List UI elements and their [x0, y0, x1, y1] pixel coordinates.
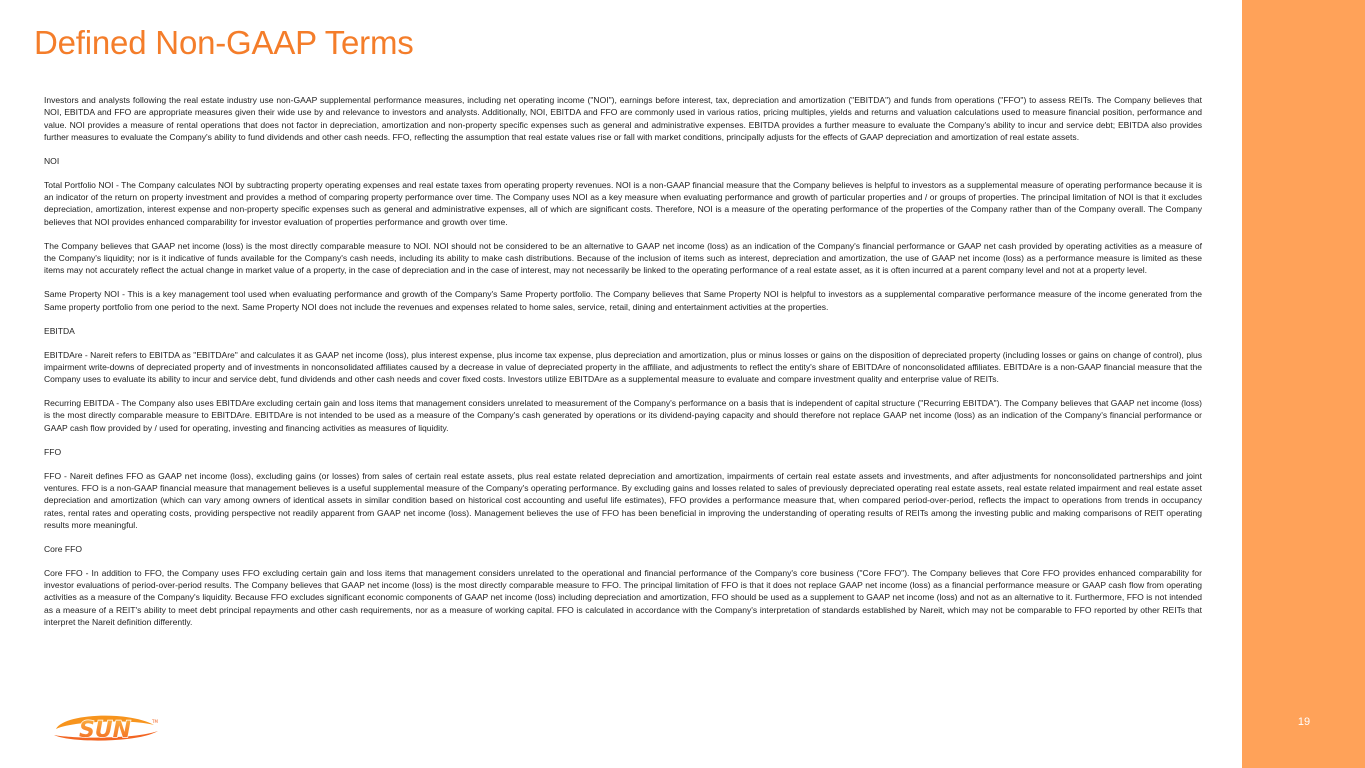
- ffo-paragraph: FFO - Nareit defines FFO as GAAP net income (loss), excluding gains (or losses) from sales of certain real estate assets, plus real estate related depreciation and amortization, impairments of certain real estate assets and investments, and after adjustments for nonconsolidated partnerships and joint ventures. FFO is a non-GAAP financial measure that management believes is a useful supplemental measure of the Company's operating performance. By excluding gains and losses related to sales of previously depreciated operating real estate assets, real estate related impairment and real estate asset depreciation and amortization (which can vary among owners of identical assets in similar condition based on historical cost accounting and useful life estimates), FFO provides a performance measure that, when compared period-over-period, reflects the impact to operations from trends in occupancy rates, rental rates and operating costs, providing perspective not readily apparent from GAAP net income (loss). Management believes the use of FFO has been beneficial in improving the understanding of operating results of REITs among the investing public and making comparisons of REIT operating results more meaningful.: [44, 470, 1202, 530]
- section-heading-core-ffo: Core FFO: [44, 543, 82, 554]
- total-portfolio-noi-paragraph: Total Portfolio NOI - The Company calculates NOI by subtracting property operating expenses and real estate taxes from operating property revenues. NOI is a non-GAAP financial measure that the Company believes is helpful to investors as a supplemental measure of operating performance because it is an indicator of the return on property investment and provides a method of comparing property performance over time. The Company uses NOI as a key measure when evaluating performance and growth of particular properties and / or groups of properties. The principal limitation of NOI is that it excludes depreciation, amortization, interest expense and non-property specific expenses such as general and administrative expenses, all of which are significant costs. Therefore, NOI is a measure of the operating performance of the properties of the Company rather than of the Company overall. The Company believes that NOI provides enhanced comparability for investor evaluation of properties performance and growth over time.: [44, 179, 1202, 227]
- recurring-ebitda-paragraph: Recurring EBITDA - The Company also uses EBITDAre excluding certain gain and loss items that management considers unrelated to measurement of the Company's performance on a basis that is independent of capital structure ("Recurring EBITDA"). The Company believes that GAAP net income (loss) is the most directly comparable measure to EBITDAre. EBITDAre is not intended to be used as a measure of the Company's cash generated by operations or its dividend-paying capacity and should therefore not replace GAAP net income (loss) as an indication of the Company's financial performance or GAAP cash flow provided by / used for operating, investing and financing activities as measures of liquidity.: [44, 398, 1202, 433]
- page-title: Defined Non-GAAP Terms: [34, 24, 414, 61]
- right-accent-band: [1242, 0, 1365, 768]
- ebitdare-paragraph: EBITDAre - Nareit refers to EBITDA as "EBITDAre" and calculates it as GAAP net income (loss), plus interest expense, plus income tax expense, plus depreciation and amortization, plus or minus losses or gains on the disposition of depreciated property (including losses or gains on change of control), plus impairment write-downs of depreciated property and of investments in nonconsolidated affiliates caused by a decrease in value of depreciated property in the affiliate, and adjustments to reflect the entity's share of EBITDAre of nonconsolidated affiliates. EBITDAre is a non-GAAP financial measure that the Company uses to evaluate its ability to incur and service debt, fund dividends and other cash needs and cover fixed costs. Investors utilize EBITDAre as a supplemental measure to evaluate and compare investment quality and enterprise value of REITs.: [44, 349, 1202, 385]
- body-text: [44, 94, 1202, 640]
- section-heading-ebitda: EBITDA: [44, 325, 75, 336]
- core-ffo-paragraph: Core FFO - In addition to FFO, the Company uses FFO excluding certain gain and loss items that management considers unrelated to the operational and financial performance of the Company's core business ("Core FFO"). The Company believes that Core FFO provides enhanced comparability for investor evaluations of period-over-period results. The Company believes that GAAP net income (loss) is the most directly comparable measure to FFO. The principal limitation of FFO is that it does not replace GAAP net income (loss) as a financial performance measure or GAAP cash flow from operating activities as a measure of the Company's liquidity. Because FFO excludes significant economic components of GAAP net income (loss) including depreciation and amortization, FFO should be used as a supplement to GAAP net income (loss) and not as an alternative to it. Furthermore, FFO is not intended as a measure of a REIT's ability to meet debt principal repayments and other cash requirements, nor as a measure of working capital. FFO is calculated in accordance with the Company's interpretation of standards established by Nareit, which may not be comparable to FFO reported by other REITs that interpret the Nareit definition differently.: [44, 567, 1202, 628]
- section-heading-ffo: FFO: [44, 446, 62, 457]
- section-heading-noi: NOI: [44, 155, 60, 166]
- sun-logo: [50, 709, 162, 745]
- noi-comparable-measure-paragraph: The Company believes that GAAP net income (loss) is the most directly comparable measure to NOI. NOI should not be considered to be an alternative to GAAP net income (loss) as an indication of the Company's financial performance or GAAP net cash provided by operating activities as a measure of the Company's liquidity; nor is it indicative of funds available for the Company's cash needs, including its ability to make cash distributions. Because of the inclusion of items such as interest, depreciation and amortization, the use of GAAP net income (loss) as a performance measure is limited as these items may not accurately reflect the actual change in market value of a property, in the case of depreciation and in the case of interest, may not necessarily be linked to the operating performance of a real estate asset, as it is often incurred at a parent company level and not at a property level.: [44, 240, 1202, 276]
- same-property-noi-paragraph: Same Property NOI - This is a key management tool used when evaluating performance and growth of the Company's Same Property portfolio. The Company believes that Same Property NOI is helpful to investors as a supplemental comparative performance measure of the income generated from the Same property portfolio from one period to the next. Same Property NOI does not include the revenues and expenses related to home sales, service, retail, dining and entertainment activities at the properties.: [44, 289, 1202, 312]
- page-number: 19: [1297, 716, 1311, 728]
- intro-paragraph: Investors and analysts following the real estate industry use non-GAAP supplemental performance measures, including net operating income ("NOI"), earnings before interest, tax, depreciation and amortization ("EBITDA") and funds from operations ("FFO") to assess REITs. The Company believes that NOI, EBITDA and FFO are appropriate measures given their wide use by and relevance to investors and analysts. Additionally, NOI, EBITDA and FFO are commonly used in various ratios, pricing multiples, yields and returns and valuation calculations used to measure financial position, performance and value. NOI provides a measure of rental operations that does not factor in depreciation, amortization and non-property specific expenses such as general and administrative expenses. EBITDA provides a further measure to evaluate the Company's ability to incur and service debt; EBITDA also provides further measures to evaluate the Company's ability to fund dividends and other cash needs. FFO, reflecting the assumption that real estate values rise or fall with market conditions, principally adjusts for the effects of GAAP depreciation and amortization of real estate assets.: [44, 95, 1202, 142]
- svg-text:SUN: SUN: [78, 718, 132, 743]
- svg-text:TM: TM: [152, 719, 158, 724]
